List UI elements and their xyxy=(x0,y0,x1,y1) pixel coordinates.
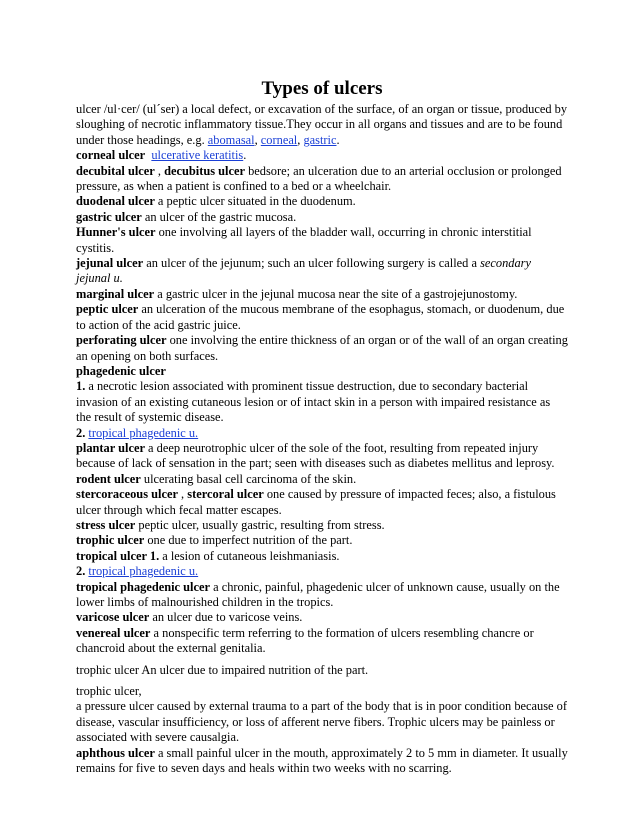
entry-term: stress ulcer xyxy=(76,517,136,532)
entry-peptic-ulcer: peptic ulcer an ulceration of the mucous membrane of the esophagus, stomach, or duodenum, due to action of the acid gastric juice. xyxy=(76,302,565,332)
entry-term: corneal ulcer xyxy=(76,148,146,163)
entry-tropical-phagedenic-ulcer: tropical phagedenic ulcer a chronic, painful, phagedenic ulcer of unknown cause, usually on the lower limbs of malnourished children in the tropics. xyxy=(76,579,560,609)
entry-italic: secondary jejunal u. xyxy=(76,256,532,286)
entry-venereal-ulcer: venereal ulcer a nonspecific term referring to the formation of ulcers resembling chancre or chancroid about the external genitalia. xyxy=(76,625,534,656)
abomasal-link[interactable]: abomasal xyxy=(207,132,255,147)
entry-decubital-ulcer: decubital ulcer , decubitus ulcer bedsore; an ulceration due to an arterial occlusion or prolonged pressure, as when a patient is confined to a bed or a wheelchair. xyxy=(76,163,562,194)
tropical-phagedenic-link[interactable]: tropical phagedenic u. xyxy=(88,425,199,440)
entry-rodent-ulcer: rodent ulcer ulcerating basal cell carcinoma of the skin. xyxy=(76,471,357,486)
entry-term: aphthous ulcer xyxy=(76,745,155,760)
entry-duodenal-ulcer: duodenal ulcer a peptic ulcer situated in the duodenum. xyxy=(76,194,356,209)
sense-number: 1. xyxy=(146,548,160,563)
entry-perforating-ulcer: perforating ulcer one involving the entire thickness of an organ or of the wall of an organ creating an opening on both surfaces. xyxy=(76,333,568,363)
entry-aphthous-ulcer: aphthous ulcer a small painful ulcer in the mouth, approximately 2 to 5 mm in diameter. It usually remains for five to seven days and heals within two weeks with no scarring. xyxy=(76,745,568,776)
entry-term: trophic ulcer xyxy=(76,533,145,548)
document-body xyxy=(76,78,568,776)
entry-term: tropical phagedenic ulcer xyxy=(76,579,210,594)
corneal-link[interactable]: corneal xyxy=(260,132,298,147)
entry-corneal-ulcer: corneal ulcer ulcerative keratitis. xyxy=(76,148,247,163)
tropical-phagedenic-link[interactable]: tropical phagedenic u. xyxy=(88,564,199,579)
entry-stress-ulcer: stress ulcer peptic ulcer, usually gastric, resulting from stress. xyxy=(76,517,385,532)
entry-term: peptic ulcer xyxy=(76,302,139,317)
entry-plantar-ulcer: plantar ulcer a deep neurotrophic ulcer of the sole of the foot, resulting from repeated injury because of lack of sensation in the part; seen with diseases such as diabetes mellitus and leprosy. xyxy=(76,440,555,471)
entry-term: phagedenic ulcer xyxy=(76,363,166,378)
entry-term: marginal ulcer xyxy=(76,286,155,301)
intro-paragraph: ulcer /ul·cer/ (ul´ser) a local defect, or excavation of the surface, of an organ or tissue, produced by sloughing of necrotic inflammatory tissue.They occur in all organs and tissues and are to be found under those headings, e.g. abomasal, corneal, gastric. xyxy=(76,102,568,147)
ulcerative-keratitis-link[interactable]: ulcerative keratitis xyxy=(151,148,244,163)
entry-term: venereal ulcer xyxy=(76,625,151,640)
entry-term: Hunner's ulcer xyxy=(76,225,156,240)
entry-phagedenic-sense-1: 1. a necrotic lesion associated with prominent tissue destruction, due to secondary bacterial invasion of an existing cutaneous lesion or of intact skin in a person with impaired resistance as the result of systemic disease. xyxy=(76,379,551,425)
entry-term-alt: decubitus ulcer xyxy=(164,163,245,178)
entry-term: tropical ulcer xyxy=(76,548,147,563)
entry-tropical-ulcer: tropical ulcer 1. a lesion of cutaneous leishmaniasis. xyxy=(76,548,340,563)
page-title: Types of ulcers xyxy=(261,78,383,99)
entry-term: plantar ulcer xyxy=(76,440,145,455)
entry-tropical-sense-2 xyxy=(76,564,568,579)
entry-varicose-ulcer: varicose ulcer an ulcer due to varicose veins. xyxy=(76,610,303,625)
sense-number: 2. xyxy=(76,425,86,440)
gastric-link[interactable]: gastric xyxy=(303,132,337,147)
entry-gastric-ulcer: gastric ulcer an ulcer of the gastric mucosa. xyxy=(76,209,297,224)
entry-phagedenic-ulcer xyxy=(76,364,568,379)
entry-term: duodenal ulcer xyxy=(76,194,155,209)
entry-term: gastric ulcer xyxy=(76,209,142,224)
entry-marginal-ulcer: marginal ulcer a gastric ulcer in the jejunal mucosa near the site of a gastrojejunostomy. xyxy=(76,286,518,301)
entry-term: decubital ulcer xyxy=(76,163,155,178)
sense-number: 2. xyxy=(76,564,86,579)
trophic-heading-line: trophic ulcer, xyxy=(76,684,142,699)
sense-number: 1. xyxy=(76,379,86,394)
entry-term-alt: stercoral ulcer xyxy=(187,487,264,502)
entry-phagedenic-sense-2 xyxy=(76,426,568,441)
entry-term: stercoraceous ulcer xyxy=(76,487,178,502)
entry-trophic-ulcer: trophic ulcer one due to imperfect nutrition of the part. xyxy=(76,533,353,548)
entry-term: rodent ulcer xyxy=(76,471,141,486)
entry-stercoraceous-ulcer: stercoraceous ulcer , stercoral ulcer one caused by pressure of impacted feces; also, a fistulous ulcer through which fecal matter escapes. xyxy=(76,487,556,517)
trophic-paragraph: trophic ulcer An ulcer due to impaired nutrition of the part. xyxy=(76,662,369,677)
entry-term: jejunal ulcer xyxy=(76,256,144,271)
entry-term: varicose ulcer xyxy=(76,610,150,625)
pressure-ulcer-paragraph: a pressure ulcer caused by external trauma to a part of the body that is in poor condition because of disease, vascular insufficiency, or loss of afferent nerve fibers. Trophic ulcers may be painless or associated with severe causalgia. xyxy=(76,699,567,745)
entry-term: perforating ulcer xyxy=(76,333,167,348)
entry-jejunal-ulcer: jejunal ulcer an ulcer of the jejunum; such an ulcer following surgery is called a secondary jejunal u. xyxy=(76,256,532,286)
entry-hunners-ulcer: Hunner's ulcer one involving all layers of the bladder wall, occurring in chronic interstitial cystitis. xyxy=(76,225,532,255)
